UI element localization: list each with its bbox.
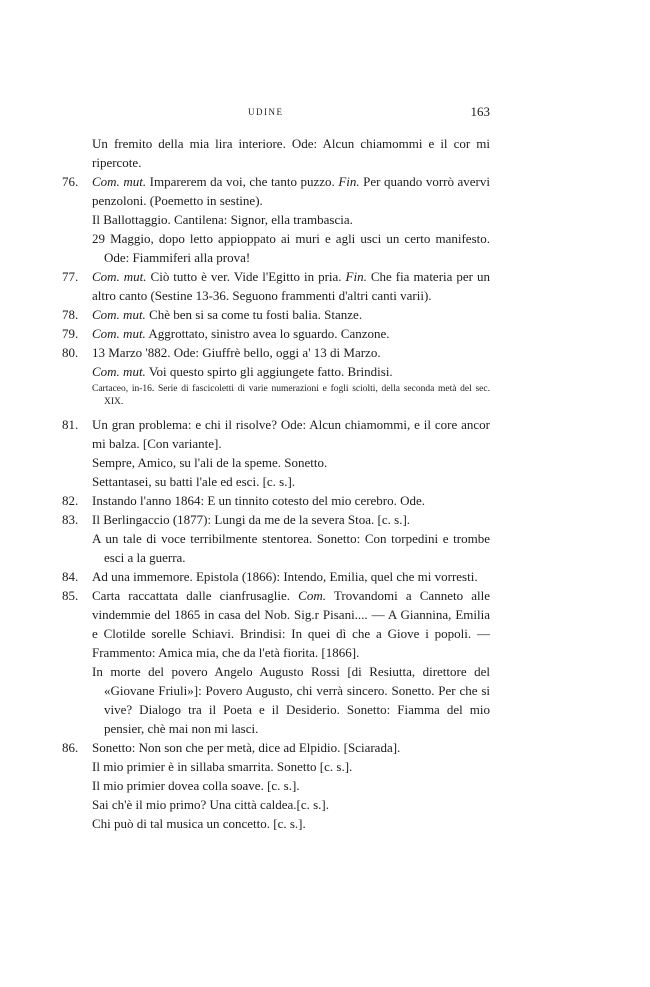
entry-line: Un gran problema: e chi il risolve? Ode: Alcun chiamommi, e il core ancor mi balza. [Con variante]. [92,417,490,451]
catalog-entry [62,324,490,343]
entry-number: 76. [62,174,79,189]
catalog-entry [62,567,490,586]
running-title: UDINE [248,107,284,117]
entry-number: 84. [62,569,79,584]
catalog-entry [62,510,490,567]
entry-line: Chi può di tal musica un concetto. [c. s.]. [92,816,306,831]
manuscript-note: Cartaceo, in-16. Serie di fascicoletti di varie numerazioni e fogli sciolti, della seconda metà del sec. XIX. [92,384,490,407]
entry-line: A un tale di voce terribilmente stentorea. Sonetto: Con torpedini e trombe esci a la guerra. [92,531,490,565]
entry-line: Il Berlingaccio (1877): Lungi da me de la severa Stoa. [c. s.]. [92,512,411,527]
entry-number: 81. [62,417,79,432]
catalog-entry [62,343,490,415]
entry-line: Com. mut. Ciò tutto è ver. Vide l'Egitto in pria. Fin. Che fia materia per un altro canto (Sestine 13-36. Seguono frammenti d'altri canti varii). [92,269,490,303]
catalog-entry [62,172,490,267]
catalog-body [62,134,490,833]
entry-line: Sonetto: Non son che per metà, dice ad Elpidio. [Sciarada]. [92,740,401,755]
entry-line: 13 Marzo '882. Ode: Giuffrè bello, oggi a' 13 di Marzo. [92,345,381,360]
entry-line: Sai ch'è il mio primo? Una città caldea.[c. s.]. [92,797,329,812]
catalog-entry [62,586,490,738]
entry-line: Settantasei, su batti l'ale ed esci. [c. s.]. [92,474,296,489]
entry-line: Com. mut. Chè ben si sa come tu fosti balia. Stanze. [92,307,363,322]
entry-number: 80. [62,345,79,360]
page-header [90,104,490,127]
entry-number: 85. [62,588,79,603]
catalog-entry [62,134,490,172]
catalog-entry [62,415,490,491]
entry-line: Il Ballottaggio. Cantilena: Signor, ella trambascia. [92,212,353,227]
entry-line: Ad una immemore. Epistola (1866): Intendo, Emilia, quel che mi vorresti. [92,569,478,584]
entry-line: In morte del povero Angelo Augusto Rossi [di Resiutta, direttore del «Giovane Friuli»]: Povero Augusto, chi verrà sincero. Sonetto. Per che si vive? Dialogo tra il Poeta e il Desiderio. Sonetto: Fiamma del mio pensier, chè mai non mi lasci. [92,664,490,736]
entry-number: 78. [62,307,79,322]
entry-line: Sempre, Amico, su l'ali de la speme. Sonetto. [92,455,328,470]
catalog-entry [62,305,490,324]
entry-line: Un fremito della mia lira interiore. Ode: Alcun chiamommi e il cor mi ripercote. [92,136,490,170]
entry-line: Carta raccattata dalle cianfrusaglie. Com. Trovandomi a Canneto alle vindemmie del 1865 in casa del Nob. Sig.r Pisani.... — A Giannina, Emilia e Clotilde sorelle Schiavi. Brindisi: In quei dì che a Giove i popoli. — Frammento: Amica mia, che da l'età fiorita. [1866]. [92,588,490,660]
entry-line: 29 Maggio, dopo letto appioppato ai muri e agli usci un certo manifesto. Ode: Fiammiferi alla prova! [92,231,490,265]
entry-line: Com. mut. Imparerem da voi, che tanto puzzo. Fin. Per quando vorrò avervi penzoloni. (Poemetto in sestine). [92,174,490,208]
entry-number: 82. [62,493,79,508]
entry-number: 77. [62,269,79,284]
entry-line: Il mio primier dovea colla soave. [c. s.]. [92,778,300,793]
catalog-entry [62,267,490,305]
entry-line: Com. mut. Voi questo spirto gli aggiungete fatto. Brindisi. [92,364,393,379]
entry-line: Il mio primier è in sillaba smarrita. Sonetto [c. s.]. [92,759,353,774]
catalog-entry [62,738,490,833]
entry-number: 83. [62,512,79,527]
entry-number: 86. [62,740,79,755]
page-number: 163 [470,104,490,119]
entry-line: Instando l'anno 1864: E un tinnito cotesto del mio cerebro. Ode. [92,493,426,508]
catalog-entry [62,491,490,510]
entry-number: 79. [62,326,79,341]
entry-line: Com. mut. Aggrottato, sinistro avea lo sguardo. Canzone. [92,326,390,341]
